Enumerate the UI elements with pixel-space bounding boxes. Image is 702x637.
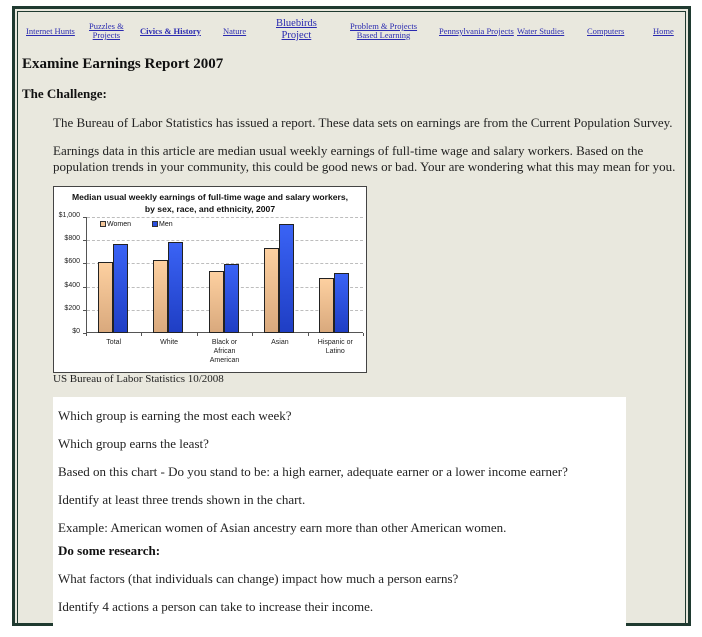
y-tick-label: $200	[64, 304, 80, 312]
chart-title-line1: Median usual weekly earnings of full-time wage and salary workers,	[71, 192, 349, 202]
x-tick	[197, 333, 198, 336]
bar-women	[153, 260, 168, 333]
x-tick	[141, 333, 142, 336]
nav-label-line2: Projects	[92, 30, 121, 40]
y-tick	[83, 217, 86, 218]
legend-swatch-men	[152, 221, 158, 227]
y-tick	[83, 240, 86, 241]
earnings-chart	[53, 186, 367, 373]
questions-panel	[53, 397, 626, 637]
earnings-paragraph-line2: population trends in your community, this could be good news or bad. Your are wondering what this may mean for you.	[53, 159, 676, 174]
y-tick	[83, 287, 86, 288]
bar-women	[264, 248, 279, 333]
question-trends: Identify at least three trends shown in the chart.	[58, 492, 306, 507]
question-most: Which group is earning the most each week?	[58, 408, 292, 423]
page-title: Examine Earnings Report 2007	[22, 56, 224, 72]
research-heading: Do some research:	[58, 543, 161, 558]
bar-men	[334, 273, 349, 333]
bar-women	[319, 278, 334, 333]
x-tick	[252, 333, 253, 336]
nav-puzzles-projects[interactable]	[89, 22, 124, 40]
y-tick	[83, 263, 86, 264]
question-least: Which group earns the least?	[58, 436, 209, 451]
y-tick-label: $0	[72, 328, 80, 335]
legend-women	[100, 221, 131, 228]
bar-men	[168, 242, 183, 333]
page-frame	[12, 6, 691, 626]
y-tick-label: $600	[64, 258, 80, 266]
earnings-paragraph	[53, 143, 675, 175]
bar-men	[224, 264, 239, 333]
y-tick-label: $800	[64, 235, 80, 243]
nav-label-line2: Based Learning	[356, 30, 411, 40]
x-category-label: Asian	[271, 339, 289, 346]
nav-label-line2: Project	[281, 30, 312, 41]
intro-paragraph: The Bureau of Labor Statistics has issued a report. These data sets on earnings are from the Current Population Survey.	[53, 115, 673, 130]
bar-women	[209, 271, 224, 333]
chart-source: US Bureau of Labor Statistics 10/2008	[53, 373, 224, 385]
nav-label-line1: Bluebirds	[276, 18, 317, 29]
nav-nature[interactable]: Nature	[223, 26, 247, 36]
gridline	[87, 217, 363, 218]
bar-men	[113, 244, 128, 333]
gridline	[87, 240, 363, 241]
nav-computers[interactable]: Computers	[587, 26, 625, 36]
nav-pennsylvania-projects[interactable]: Pennsylvania Projects	[439, 26, 514, 36]
nav-water-studies[interactable]: Water Studies	[517, 26, 565, 36]
nav-home[interactable]: Home	[653, 26, 674, 36]
legend-label-women: Women	[107, 221, 131, 228]
x-category-label: Total	[106, 339, 122, 346]
chart-title-line2: by sex, race, and ethnicity, 2007	[144, 204, 276, 214]
example-text: Example: American women of Asian ancestry earn more than other American women.	[58, 520, 507, 535]
challenge-heading: The Challenge:	[22, 86, 107, 101]
nav-problem-projects[interactable]	[350, 22, 417, 40]
bar-women	[98, 262, 113, 333]
x-tick	[363, 333, 364, 336]
nav-bluebirds-project[interactable]	[276, 18, 317, 42]
bar-men	[279, 224, 294, 333]
x-category-label: Hispanic or Latino	[317, 339, 353, 355]
nav-label-line1: Puzzles &	[89, 21, 124, 31]
legend-label-men: Men	[159, 221, 173, 228]
question-actions: Identify 4 actions a person can take to increase their income.	[58, 599, 374, 614]
nav-label-line1: Problem & Projects	[350, 21, 418, 31]
question-factors: What factors (that individuals can change) impact how much a person earns?	[58, 571, 459, 586]
y-axis	[86, 217, 87, 333]
chart-title	[54, 191, 366, 215]
x-tick	[308, 333, 309, 336]
y-tick-label: $1,000	[58, 212, 80, 219]
legend-men	[152, 221, 173, 228]
x-category-label: White	[160, 339, 179, 346]
y-tick	[83, 310, 86, 311]
question-earner-type: Based on this chart - Do you stand to be: a high earner, adequate earner or a lower income earner?	[58, 464, 568, 479]
nav-internet-hunts[interactable]: Internet Hunts	[26, 26, 75, 36]
x-category-label: Black or African American	[209, 339, 240, 364]
y-tick-label: $400	[64, 281, 80, 289]
earnings-paragraph-line1: Earnings data in this article are median usual weekly earnings of full-time wage and salary workers. Based on the	[53, 143, 644, 158]
top-nav	[18, 12, 685, 46]
x-tick	[86, 333, 87, 336]
nav-civics-history[interactable]: Civics & History	[140, 26, 201, 36]
page-content	[17, 11, 686, 623]
legend-swatch-women	[100, 221, 106, 227]
chart-plot-area	[58, 212, 363, 364]
